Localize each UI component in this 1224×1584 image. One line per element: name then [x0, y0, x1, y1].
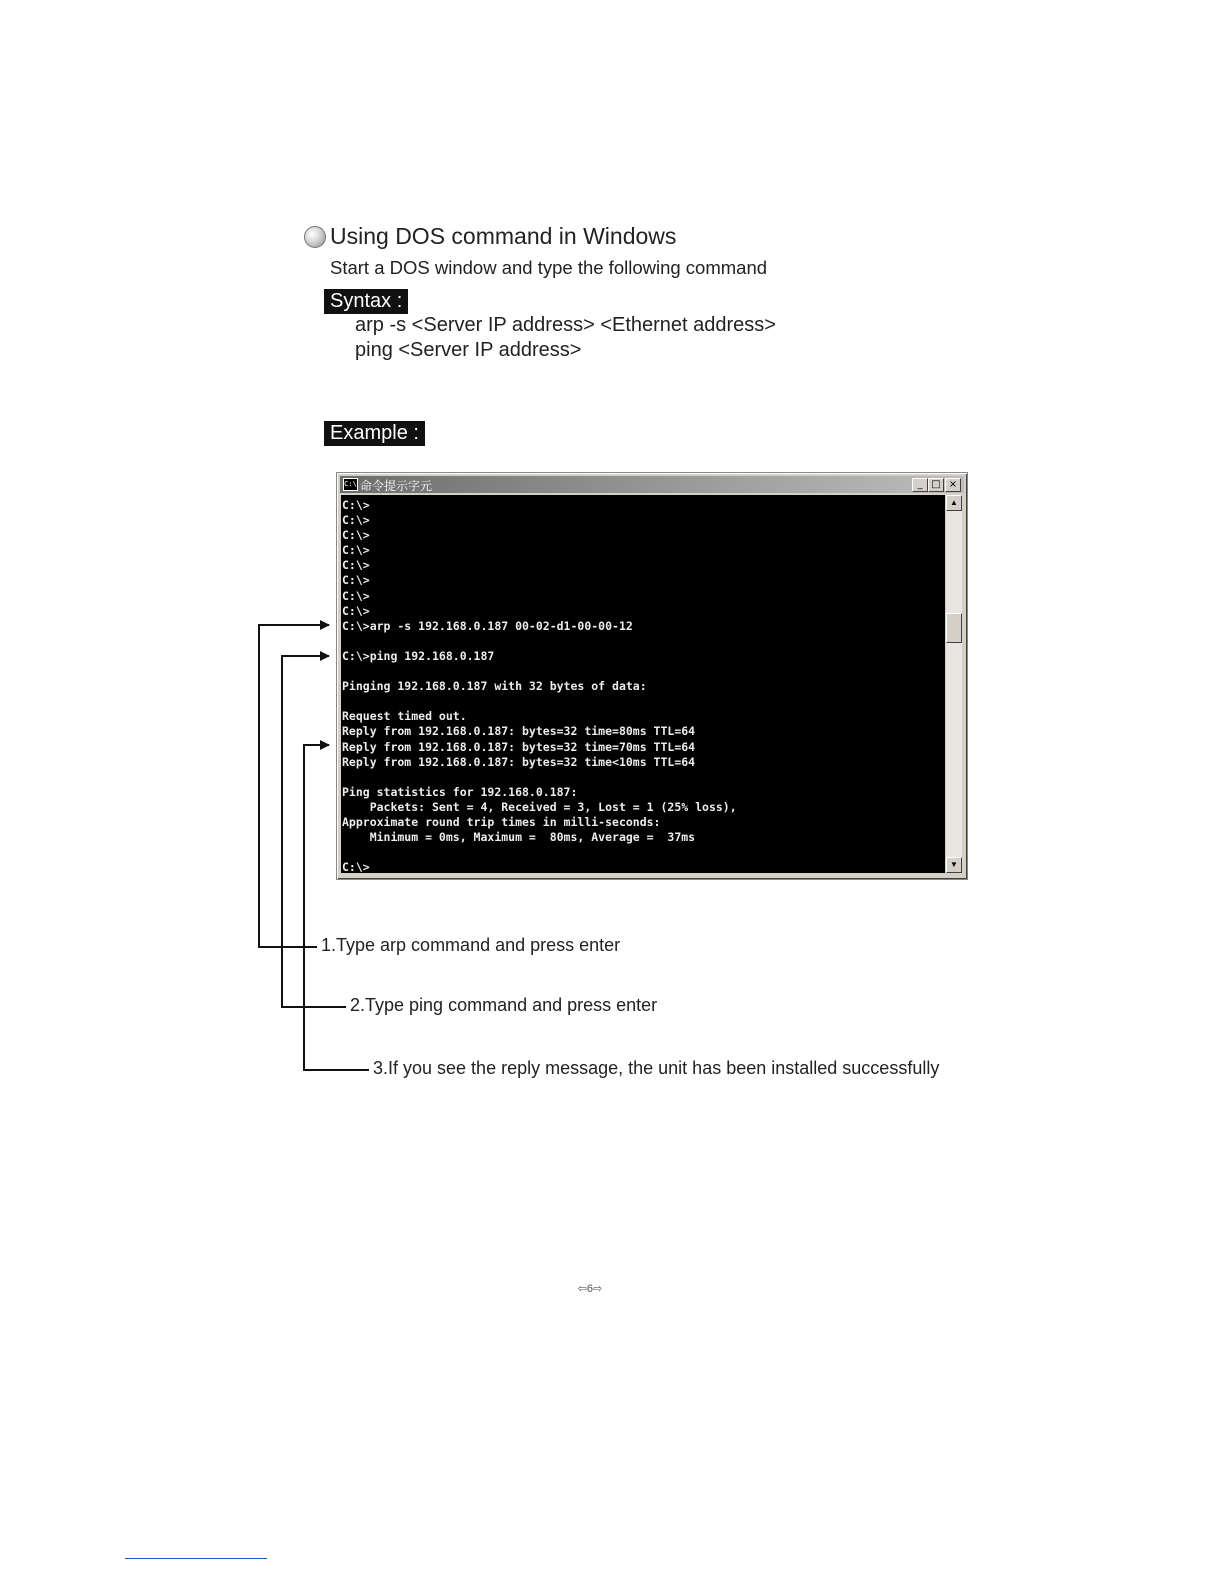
- console-line: C:\>: [342, 860, 370, 873]
- close-button[interactable]: ×: [945, 478, 961, 492]
- connector-reply: [304, 745, 369, 1070]
- syntax-line-ping: ping <Server IP address>: [355, 339, 582, 361]
- minimize-button[interactable]: _: [912, 478, 928, 492]
- footnote-divider: [125, 1558, 267, 1559]
- console-line: C:\>: [342, 543, 370, 558]
- console-line: Approximate round trip times in milli-seconds:: [342, 814, 661, 829]
- console-line: Ping statistics for 192.168.0.187:: [342, 784, 578, 799]
- window-title: 命令提示字元: [360, 479, 433, 493]
- console-line: C:\>arp -s 192.168.0.187 00-02-d1-00-00-12: [342, 618, 633, 633]
- syntax-line-arp: arp -s <Server IP address> <Ethernet address>: [355, 314, 776, 336]
- console-line: C:\>: [342, 513, 370, 528]
- console-line: C:\>: [342, 528, 370, 543]
- callout-step-2: 2.Type ping command and press enter: [350, 995, 658, 1015]
- callout-step-1: 1.Type arp command and press enter: [321, 935, 621, 955]
- console-line: Reply from 192.168.0.187: bytes=32 time=80ms TTL=64: [342, 724, 696, 739]
- callout-step-3: 3.If you see the reply message, the unit has been installed successfully: [373, 1058, 940, 1078]
- example-label: Example :: [324, 421, 425, 446]
- console-icon: C:\: [343, 478, 358, 491]
- console-line: Pinging 192.168.0.187 with 32 bytes of data:: [342, 679, 647, 694]
- scroll-down-arrow-icon[interactable]: ▼: [946, 857, 962, 873]
- console-line: Request timed out.: [342, 709, 467, 724]
- console-line: C:\>: [342, 498, 370, 512]
- console-line: Reply from 192.168.0.187: bytes=32 time=70ms TTL=64: [342, 739, 696, 754]
- syntax-label: Syntax :: [324, 289, 408, 314]
- console-line: C:\>ping 192.168.0.187: [342, 648, 495, 663]
- console-line: C:\>: [342, 603, 370, 618]
- maximize-button[interactable]: □: [928, 478, 944, 492]
- connector-arp: [259, 625, 329, 947]
- console-line: C:\>: [342, 558, 370, 573]
- scroll-up-arrow-icon[interactable]: ▲: [946, 495, 962, 511]
- console-line: Packets: Sent = 4, Received = 3, Lost = 1 (25% loss),: [342, 799, 737, 814]
- console-line: C:\>: [342, 588, 370, 603]
- section-subheading: Start a DOS window and type the following command: [330, 257, 768, 278]
- console-line: Reply from 192.168.0.187: bytes=32 time<10ms TTL=64: [342, 754, 696, 769]
- section-heading: Using DOS command in Windows: [330, 223, 677, 249]
- page-number: ⇦6⇨: [577, 1283, 603, 1295]
- console-line: C:\>: [342, 573, 370, 588]
- console-line: Minimum = 0ms, Maximum = 80ms, Average = 37ms: [342, 830, 696, 845]
